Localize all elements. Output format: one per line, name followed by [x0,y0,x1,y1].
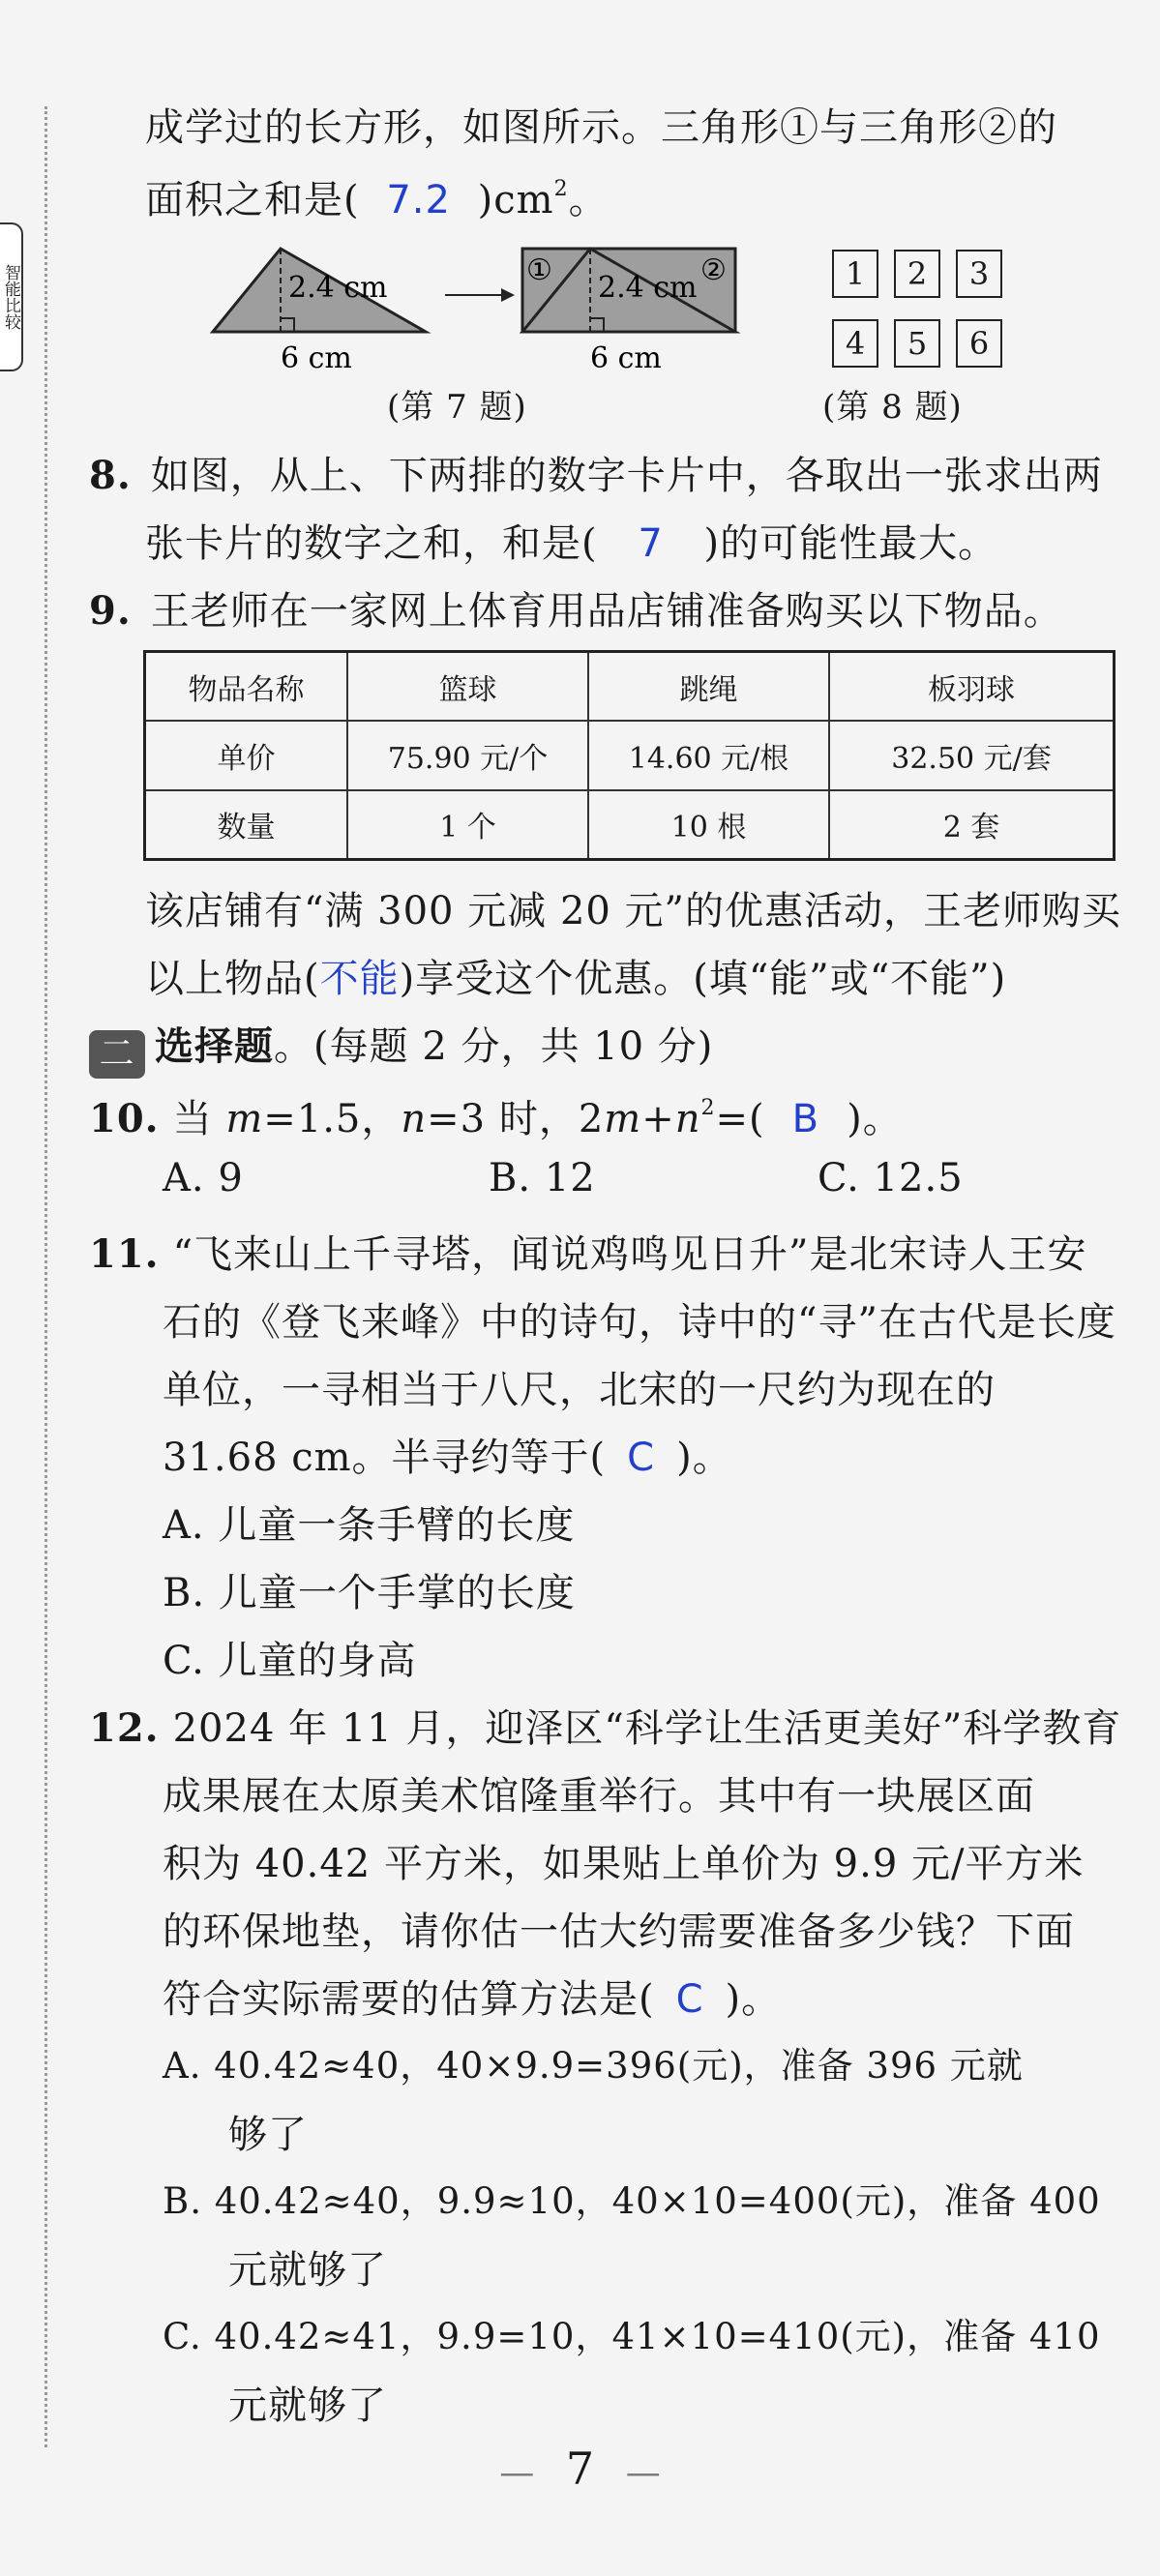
q7-height-label: 2.4 cm [288,271,388,305]
q11-text-post: )。 [676,1436,732,1480]
q8-answer: 7 [638,521,664,566]
q9-text-pre: 以上物品( [145,957,320,1001]
table-cell: 32.50 元/套 [829,721,1115,789]
q7-line-2 [145,169,609,224]
q8-line-2 [145,513,997,568]
q7-unit-sup: 2 [553,177,569,201]
q12-option-b-line-2: 元就够了 [228,2248,387,2293]
q8-line-1 [89,445,1103,500]
q11-answer: C [627,1436,656,1480]
section-title: 选择题 [155,1024,274,1069]
q12-option-c-line-2: 元就够了 [228,2384,387,2428]
q9-answer: 不能 [319,957,400,1001]
footer-dash-right: — [625,2453,661,2493]
q12-text-post: )。 [725,1977,782,2022]
table-header: 板羽球 [829,652,1115,722]
q10-var-n: n [401,1097,428,1141]
q10-number: 10. [89,1096,160,1141]
table-cell: 1 个 [347,790,588,860]
q10-eq1: =1.5， [263,1097,402,1141]
q12-line-1 [89,1698,1121,1753]
q9-line-1 [89,580,1063,636]
q12-option-b-line-1: B. 40.42≈40，9.9≈10，40×10=400(元)，准备 400 [163,2180,1101,2222]
q7-line-1: 成学过的长方形，如图所示。三角形①与三角形②的 [145,105,1057,150]
table-cell: 14.60 元/根 [588,721,829,789]
q8-caption: (第 8 题) [822,388,963,427]
q12-line-2: 成果展在太原美术馆隆重举行。其中有一块展区面 [163,1774,1035,1819]
q10-line [89,1088,903,1143]
q12-option-c-line-1: C. 40.42≈41，9.9=10，41×10=410(元)，准备 410 [163,2316,1101,2357]
mark-2: ② [700,253,727,287]
q10-text-post: )。 [847,1097,903,1141]
q7-text-post: )cm [477,178,554,222]
q12-line-3: 积为 40.42 平方米，如果贴上单价为 9.9 元/平方米 [163,1842,1085,1886]
q10-text-pre: 当 [172,1097,226,1141]
q11-line-1 [89,1224,1087,1279]
section-note: 。(每题 2 分，共 10 分) [274,1024,714,1069]
card-1: 1 [832,250,878,298]
q7-figure [193,237,745,392]
table-row [145,790,1115,860]
q7-text-end: 。 [568,178,609,222]
table-row [145,721,1115,789]
goods-table [143,650,1115,861]
mark-1: ① [526,253,552,287]
q11-line-2: 石的《登飞来峰》中的诗句，诗中的“寻”在古代是长度 [163,1300,1116,1345]
q7-base-label: 6 cm [281,341,352,375]
q10-eq3: =( [715,1097,765,1141]
arrow-head [501,288,515,302]
footer-dash-left: — [499,2453,535,2493]
q8-text-1: 如图，从上、下两排的数字卡片中，各取出一张求出两 [150,454,1103,498]
card-6: 6 [956,319,1002,368]
q12-text-pre: 符合实际需要的估算方法是( [163,1977,655,2022]
q11-number: 11. [89,1231,160,1277]
q11-option-b: B. 儿童一个手掌的长度 [163,1571,576,1615]
q11-line-4 [163,1427,732,1482]
table-header-row [145,652,1115,722]
q10-plus: + [641,1097,675,1141]
q10-var-m: m [225,1097,264,1141]
q10-var-m2: m [604,1097,642,1141]
card-2: 2 [894,250,940,298]
q10-option-c: C. 12.5 [818,1156,964,1200]
card-4: 4 [832,319,878,368]
q9-text-post: )享受这个优惠。(填“能”或“不能”) [399,957,1007,1001]
q10-var-n2: n [674,1097,701,1141]
q12-line-4: 的环保地垫，请你估一估大约需要准备多少钱？下面 [163,1910,1075,1954]
q12-line-5 [163,1969,781,2024]
q9-line-2: 该店铺有“满 300 元减 20 元”的优惠活动，王老师购买 [145,889,1122,933]
section-number-icon: 二 [89,1030,145,1079]
q9-number: 9. [89,588,132,634]
q10-answer: B [791,1097,820,1141]
q11-text-pre: 31.68 cm。半寻约等于( [163,1436,607,1480]
q10-sup: 2 [700,1096,716,1120]
q11-line-3: 单位，一寻相当于八尺，北宋的一尺约为现在的 [163,1368,996,1412]
q11-option-c: C. 儿童的身高 [163,1639,417,1683]
q11-option-a: A. 儿童一条手臂的长度 [163,1503,576,1548]
table-cell: 10 根 [588,790,829,860]
q7-caption: (第 7 题) [387,388,527,427]
q11-text-1: “飞来山上千寻塔，闻说鸡鸣见日升”是北宋诗人王安 [172,1232,1087,1277]
q7-base-label-2: 6 cm [590,341,662,375]
q10-option-a: A. 9 [163,1156,244,1200]
q10-option-b: B. 12 [489,1156,596,1200]
card-5: 5 [894,319,940,368]
page-footer [0,2443,1160,2495]
q9-text-1: 王老师在一家网上体育用品店铺准备购买以下物品。 [150,589,1063,634]
table-cell: 2 套 [829,790,1115,860]
card-3: 3 [956,250,1002,298]
q12-option-a-line-1: A. 40.42≈40，40×9.9=396(元)，准备 396 元就 [163,2045,1024,2087]
q12-answer: C [675,1977,704,2022]
table-header: 篮球 [347,652,588,722]
q8-cards [832,250,1026,366]
q7-answer: 7.2 [386,178,451,222]
q8-text-post: )的可能性最大。 [703,521,998,566]
q7-text-pre: 面积之和是( [145,178,360,222]
section-header [89,1016,713,1079]
q12-text-1: 2024 年 11 月，迎泽区“科学让生活更美好”科学教育 [172,1706,1122,1751]
table-cell: 75.90 元/个 [347,721,588,789]
q7-height-label-2: 2.4 cm [598,271,698,305]
q12-number: 12. [89,1705,160,1751]
table-cell: 数量 [145,790,348,860]
table-header: 跳绳 [588,652,829,722]
q8-text-pre: 张卡片的数字之和，和是( [145,521,598,566]
q12-option-a-line-2: 够了 [228,2113,308,2157]
binding-dotted-line [45,106,47,2447]
q10-eq2: =3 时，2 [427,1097,605,1141]
side-tab: 智能比较 [0,222,23,371]
table-header: 物品名称 [145,652,348,722]
page-number: 7 [565,2443,595,2495]
q8-number: 8. [89,453,132,498]
table-cell: 单价 [145,721,348,789]
q9-line-3 [145,948,1006,1003]
